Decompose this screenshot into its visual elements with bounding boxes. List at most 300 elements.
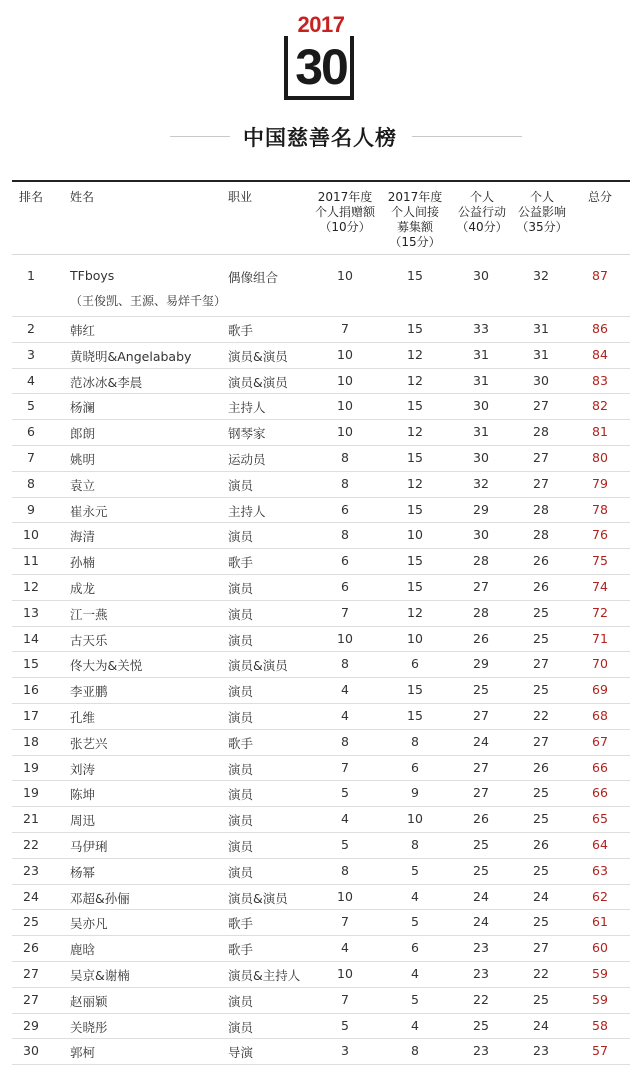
- job-cell: 演员&演员: [228, 348, 288, 364]
- action-cell: 30: [473, 527, 489, 543]
- rank-cell: 23: [23, 862, 39, 878]
- job-cell: 歌手: [228, 323, 254, 338]
- action-cell: 31: [473, 372, 489, 388]
- influence-cell: 31: [533, 321, 549, 336]
- total-score-cell: 79: [592, 475, 608, 491]
- action-cell: 26: [473, 811, 489, 827]
- table-row: [12, 755, 630, 782]
- name-cell: 赵丽颖: [70, 993, 108, 1009]
- donation-cell: 4: [341, 940, 349, 956]
- raised-cell: 15: [407, 321, 423, 336]
- donation-cell: 8: [341, 733, 349, 749]
- raised-cell: 15: [407, 553, 423, 569]
- influence-cell: 25: [533, 991, 549, 1007]
- name-cell: 黄晓明&Angelababy: [70, 348, 192, 364]
- total-score-cell: 78: [592, 501, 608, 517]
- raised-cell: 15: [407, 501, 423, 517]
- job-cell: 演员: [228, 632, 254, 648]
- header-action: [450, 190, 514, 235]
- rank-cell: 25: [23, 914, 39, 930]
- total-score-cell: 83: [592, 372, 608, 388]
- raised-cell: 10: [407, 630, 423, 646]
- action-cell: 26: [473, 630, 489, 646]
- header-rank: 排名: [18, 190, 43, 204]
- table-top-rule: [12, 180, 630, 182]
- table-row: [12, 626, 630, 653]
- name-cell: TFboys: [70, 268, 115, 283]
- name-cell: 佟大为&关悦: [70, 658, 143, 674]
- influence-cell: 25: [533, 604, 549, 620]
- influence-cell: 25: [533, 811, 549, 827]
- raised-cell: 8: [411, 733, 419, 749]
- donation-cell: 8: [341, 862, 349, 878]
- action-cell: 25: [473, 862, 489, 878]
- table-row: [12, 258, 630, 317]
- total-score-cell: 74: [592, 579, 608, 594]
- job-cell: 主持人: [228, 503, 266, 519]
- rank-cell: 19: [23, 759, 39, 775]
- influence-cell: 27: [533, 656, 549, 672]
- influence-cell: 28: [533, 424, 549, 440]
- job-cell: 演员: [228, 864, 254, 880]
- raised-cell: 5: [411, 991, 419, 1007]
- donation-cell: 7: [341, 991, 349, 1007]
- total-score-cell: 76: [592, 527, 608, 543]
- raised-cell: 15: [407, 268, 423, 283]
- donation-cell: 6: [341, 553, 349, 569]
- job-cell: 演员&演员: [228, 890, 288, 906]
- total-score-cell: 66: [592, 785, 608, 801]
- action-cell: 24: [473, 888, 489, 904]
- ranking-logo: [284, 10, 358, 104]
- influence-cell: 27: [533, 475, 549, 491]
- table-row: [12, 858, 630, 885]
- rank-cell: 4: [27, 372, 35, 388]
- table-row: [12, 703, 630, 730]
- action-cell: 29: [473, 656, 489, 672]
- total-score-cell: 59: [592, 966, 608, 981]
- donation-cell: 8: [341, 527, 349, 543]
- name-cell: 马伊琍: [70, 839, 108, 854]
- donation-cell: 7: [341, 321, 349, 336]
- name-cell: 古天乐: [70, 632, 108, 648]
- total-score-cell: 87: [592, 268, 608, 283]
- influence-cell: 26: [533, 553, 549, 569]
- influence-cell: 31: [533, 346, 549, 362]
- influence-cell: 25: [533, 914, 549, 930]
- name-cell: 韩红: [70, 323, 96, 338]
- total-score-cell: 81: [592, 424, 608, 440]
- table-row: [12, 909, 630, 936]
- donation-cell: 6: [341, 579, 349, 594]
- header-raised-line: 2017年度: [387, 190, 443, 204]
- donation-cell: 5: [341, 837, 349, 852]
- raised-cell: 6: [411, 940, 419, 956]
- influence-cell: 27: [533, 450, 549, 465]
- job-cell: 偶像组合: [228, 270, 279, 285]
- table-row: [12, 780, 630, 807]
- donation-cell: 10: [337, 888, 353, 904]
- total-score-cell: 66: [592, 759, 608, 775]
- name-cell: 鹿晗: [70, 942, 96, 958]
- influence-cell: 25: [533, 682, 549, 698]
- rank-cell: 7: [27, 450, 35, 465]
- total-score-cell: 70: [592, 656, 608, 672]
- rank-cell: 24: [23, 888, 39, 904]
- header-action-line: 个人: [469, 190, 494, 204]
- name-cell: 张艺兴: [70, 735, 108, 751]
- name-cell: 吴京&谢楠: [70, 968, 130, 983]
- raised-cell: 8: [411, 1043, 419, 1059]
- influence-cell: 24: [533, 1017, 549, 1033]
- raised-cell: 5: [411, 914, 419, 930]
- name-cell: 关晓彤: [70, 1019, 108, 1035]
- header-action-line: 公益行动: [457, 205, 506, 219]
- influence-cell: 22: [533, 966, 549, 981]
- action-cell: 31: [473, 346, 489, 362]
- action-cell: 27: [473, 579, 489, 594]
- table-row: [12, 677, 630, 704]
- rank-cell: 22: [23, 837, 39, 852]
- raised-cell: 15: [407, 398, 423, 414]
- action-cell: 28: [473, 553, 489, 569]
- influence-cell: 27: [533, 733, 549, 749]
- header-name: 姓名: [70, 190, 95, 204]
- donation-cell: 8: [341, 475, 349, 491]
- table-row: [12, 368, 630, 395]
- name-cell: 杨澜: [70, 400, 96, 416]
- name-cell: 海清: [70, 529, 96, 545]
- name-cell: 姚明: [70, 452, 96, 467]
- total-score-cell: 57: [592, 1043, 608, 1059]
- header-raised: [378, 190, 452, 250]
- raised-cell: 4: [411, 966, 419, 981]
- action-cell: 30: [473, 268, 489, 283]
- rank-cell: 1: [27, 268, 35, 283]
- header-influence: [510, 190, 574, 235]
- job-cell: 歌手: [228, 735, 254, 751]
- donation-cell: 7: [341, 604, 349, 620]
- total-score-cell: 60: [592, 940, 608, 956]
- donation-cell: 4: [341, 811, 349, 827]
- action-cell: 23: [473, 966, 489, 981]
- action-cell: 27: [473, 759, 489, 775]
- rank-cell: 10: [23, 527, 39, 543]
- rank-cell: 3: [27, 346, 35, 362]
- raised-cell: 12: [407, 372, 423, 388]
- table-row: [12, 393, 630, 420]
- total-score-cell: 75: [592, 553, 608, 569]
- raised-cell: 12: [407, 475, 423, 491]
- action-cell: 31: [473, 424, 489, 440]
- rank-cell: 27: [23, 966, 39, 981]
- name-cell: 周迅: [70, 813, 96, 829]
- action-cell: 27: [473, 785, 489, 801]
- name-cell: 吴亦凡: [70, 916, 108, 932]
- job-cell: 演员: [228, 684, 254, 700]
- donation-cell: 10: [337, 424, 353, 440]
- header-donation: [308, 190, 382, 235]
- table-row: [12, 729, 630, 756]
- title-row: [0, 118, 640, 154]
- donation-cell: 7: [341, 759, 349, 775]
- action-cell: 32: [473, 475, 489, 491]
- total-score-cell: 71: [592, 630, 608, 646]
- group-members: （王俊凯、王源、易烊千玺）: [70, 294, 227, 308]
- rank-cell: 13: [23, 604, 39, 620]
- total-score-cell: 67: [592, 733, 608, 749]
- rank-cell: 6: [27, 424, 35, 440]
- job-cell: 钢琴家: [228, 426, 266, 442]
- job-cell: 演员: [228, 529, 254, 545]
- influence-cell: 25: [533, 785, 549, 801]
- table-row: [12, 884, 630, 911]
- total-score-cell: 59: [592, 991, 608, 1007]
- page-title: 中国慈善名人榜: [243, 126, 397, 150]
- rank-cell: 30: [23, 1043, 39, 1059]
- name-cell: 邓超&孙俪: [70, 890, 130, 906]
- title-divider-left: [170, 136, 230, 137]
- job-cell: 演员&演员: [228, 374, 288, 390]
- name-cell: 江一燕: [70, 606, 108, 622]
- action-cell: 24: [473, 733, 489, 749]
- donation-cell: 3: [341, 1043, 349, 1059]
- raised-cell: 15: [407, 450, 423, 465]
- donation-cell: 5: [341, 1017, 349, 1033]
- table-row: [12, 522, 630, 549]
- action-cell: 22: [473, 991, 489, 1007]
- table-row: [12, 471, 630, 498]
- rank-cell: 21: [23, 811, 39, 827]
- job-cell: 演员: [228, 606, 254, 622]
- header-influence-line: （35分）: [516, 220, 568, 234]
- raised-cell: 6: [411, 656, 419, 672]
- rank-cell: 16: [23, 682, 39, 698]
- donation-cell: 10: [337, 966, 353, 981]
- raised-cell: 15: [407, 579, 423, 594]
- rank-cell: 2: [27, 321, 35, 336]
- name-cell: 郭柯: [70, 1045, 96, 1061]
- job-cell: 主持人: [228, 400, 266, 416]
- rank-cell: 15: [23, 656, 39, 672]
- influence-cell: 26: [533, 837, 549, 852]
- raised-cell: 9: [411, 785, 419, 801]
- job-cell: 演员: [228, 787, 254, 803]
- job-cell: 演员: [228, 477, 254, 493]
- name-cell: 孙楠: [70, 555, 96, 571]
- job-cell: 运动员: [228, 452, 266, 467]
- header-raised-line: 个人间接: [390, 205, 439, 219]
- table-row: [12, 548, 630, 575]
- name-cell: 孔维: [70, 710, 96, 725]
- table-row: [12, 961, 630, 988]
- donation-cell: 10: [337, 268, 353, 283]
- header-donation-line: 2017年度: [317, 190, 373, 204]
- total-score-cell: 61: [592, 914, 608, 930]
- header-raised-line: 募集额: [396, 220, 433, 234]
- rank-cell: 14: [23, 630, 39, 646]
- logo-year: 2017: [284, 14, 358, 36]
- raised-cell: 12: [407, 424, 423, 440]
- rank-cell: 18: [23, 733, 39, 749]
- influence-cell: 25: [533, 630, 549, 646]
- influence-cell: 32: [533, 268, 549, 283]
- donation-cell: 10: [337, 372, 353, 388]
- influence-cell: 27: [533, 398, 549, 414]
- action-cell: 29: [473, 501, 489, 517]
- job-cell: 导演: [228, 1045, 254, 1061]
- job-cell: 演员: [228, 839, 254, 854]
- header-donation-line: （10分）: [319, 220, 371, 234]
- raised-cell: 12: [407, 604, 423, 620]
- name-cell: 范冰冰&李晨: [70, 374, 143, 390]
- table-row: [12, 832, 630, 859]
- total-score-cell: 80: [592, 450, 608, 465]
- influence-cell: 28: [533, 501, 549, 517]
- influence-cell: 28: [533, 527, 549, 543]
- job-cell: 演员: [228, 581, 254, 596]
- header-raised-line: （15分）: [389, 235, 441, 249]
- job-cell: 演员: [228, 813, 254, 829]
- job-cell: 演员: [228, 993, 254, 1009]
- rank-cell: 27: [23, 991, 39, 1007]
- donation-cell: 7: [341, 914, 349, 930]
- influence-cell: 26: [533, 759, 549, 775]
- raised-cell: 8: [411, 837, 419, 852]
- total-score-cell: 84: [592, 346, 608, 362]
- header-action-line: （40分）: [456, 220, 508, 234]
- name-cell: 袁立: [70, 477, 96, 493]
- table-row: [12, 987, 630, 1014]
- header-bottom-rule: [12, 254, 630, 255]
- total-score-cell: 82: [592, 398, 608, 414]
- table-row: [12, 806, 630, 833]
- table-row: [12, 600, 630, 627]
- rank-cell: 26: [23, 940, 39, 956]
- name-cell: 杨幂: [70, 864, 96, 880]
- raised-cell: 4: [411, 1017, 419, 1033]
- table-row: [12, 574, 630, 601]
- raised-cell: 15: [407, 682, 423, 698]
- rank-cell: 19: [23, 785, 39, 801]
- action-cell: 30: [473, 450, 489, 465]
- raised-cell: 4: [411, 888, 419, 904]
- action-cell: 23: [473, 1043, 489, 1059]
- job-cell: 演员&演员: [228, 658, 288, 674]
- raised-cell: 6: [411, 759, 419, 775]
- rank-cell: 9: [27, 501, 35, 517]
- action-cell: 24: [473, 914, 489, 930]
- name-cell: 陈坤: [70, 787, 96, 803]
- total-score-cell: 62: [592, 888, 608, 904]
- logo-number: 30: [295, 39, 347, 95]
- name-cell: 刘涛: [70, 761, 96, 777]
- donation-cell: 8: [341, 450, 349, 465]
- header-influence-line: 公益影响: [517, 205, 566, 219]
- total-score-cell: 64: [592, 837, 608, 852]
- rank-cell: 5: [27, 398, 35, 414]
- name-cell: 成龙: [70, 581, 96, 596]
- table-row: [12, 497, 630, 524]
- rank-cell: 11: [23, 553, 39, 569]
- raised-cell: 15: [407, 708, 423, 723]
- action-cell: 25: [473, 1017, 489, 1033]
- action-cell: 23: [473, 940, 489, 956]
- job-cell: 歌手: [228, 942, 254, 958]
- table-row: [12, 419, 630, 446]
- total-score-cell: 58: [592, 1017, 608, 1033]
- influence-cell: 24: [533, 888, 549, 904]
- job-cell: 歌手: [228, 555, 254, 571]
- action-cell: 30: [473, 398, 489, 414]
- donation-cell: 10: [337, 630, 353, 646]
- total-score-cell: 68: [592, 708, 608, 723]
- header-job: 职业: [228, 190, 253, 204]
- table-row: [12, 1038, 630, 1065]
- table-row: [12, 342, 630, 369]
- total-score-cell: 86: [592, 321, 608, 336]
- action-cell: 27: [473, 708, 489, 723]
- name-cell: 崔永元: [70, 503, 108, 519]
- influence-cell: 27: [533, 940, 549, 956]
- raised-cell: 5: [411, 862, 419, 878]
- table-row: [12, 651, 630, 678]
- table-row: [12, 445, 630, 472]
- influence-cell: 30: [533, 372, 549, 388]
- total-score-cell: 65: [592, 811, 608, 827]
- action-cell: 25: [473, 682, 489, 698]
- action-cell: 33: [473, 321, 489, 336]
- rank-cell: 29: [23, 1017, 39, 1033]
- donation-cell: 5: [341, 785, 349, 801]
- total-score-cell: 72: [592, 604, 608, 620]
- name-cell: 郎朗: [70, 426, 96, 442]
- job-cell: 演员: [228, 761, 254, 777]
- rank-cell: 17: [23, 708, 39, 723]
- raised-cell: 12: [407, 346, 423, 362]
- rank-cell: 8: [27, 475, 35, 491]
- donation-cell: 4: [341, 708, 349, 723]
- header-total: 总分: [587, 190, 612, 204]
- header-influence-line: 个人: [529, 190, 554, 204]
- job-cell: 演员&主持人: [228, 968, 301, 983]
- table-row: [12, 316, 630, 343]
- job-cell: 歌手: [228, 916, 254, 932]
- total-score-cell: 69: [592, 682, 608, 698]
- influence-cell: 25: [533, 862, 549, 878]
- table-row: [12, 1013, 630, 1040]
- donation-cell: 8: [341, 656, 349, 672]
- job-cell: 演员: [228, 710, 254, 725]
- header-donation-line: 个人捐赠额: [314, 205, 375, 219]
- raised-cell: 10: [407, 527, 423, 543]
- name-cell: 李亚鹏: [70, 684, 108, 700]
- raised-cell: 10: [407, 811, 423, 827]
- influence-cell: 23: [533, 1043, 549, 1059]
- title-divider-right: [412, 136, 522, 137]
- donation-cell: 10: [337, 346, 353, 362]
- total-score-cell: 63: [592, 862, 608, 878]
- donation-cell: 6: [341, 501, 349, 517]
- table-row: [12, 935, 630, 962]
- job-cell: 演员: [228, 1019, 254, 1035]
- donation-cell: 10: [337, 398, 353, 414]
- influence-cell: 26: [533, 579, 549, 594]
- action-cell: 28: [473, 604, 489, 620]
- rank-cell: 12: [23, 579, 39, 594]
- action-cell: 25: [473, 837, 489, 852]
- influence-cell: 22: [533, 708, 549, 723]
